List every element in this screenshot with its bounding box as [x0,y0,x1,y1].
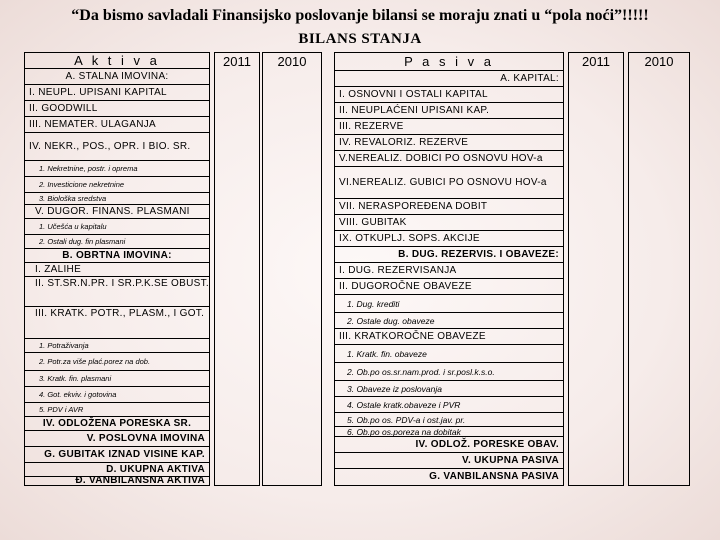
pasiva-row: IV. REVALORIZ. REZERVE [335,135,563,151]
aktiva-header: A k t i v a [25,53,209,69]
pasiva-row: IV. ODLOŽ. PORESKE OBAV. [335,437,563,453]
pasiva-row: III. REZERVE [335,119,563,135]
aktiva-2010-column [262,52,322,486]
pasiva-2011-column [568,52,624,486]
pasiva-row: 2. Ob.po os.sr.nam.prod. i sr.posl.k.s.o. [335,363,563,381]
pasiva-row: VIII. GUBITAK [335,215,563,231]
pasiva-row: 2. Ostale dug. obaveze [335,313,563,329]
aktiva-row: D. UKUPNA AKTIVA [25,463,209,477]
aktiva-row: 1. Učešća u kapitalu [25,219,209,235]
aktiva-row: G. GUBITAK IZNAD VISINE KAP. [25,447,209,463]
pasiva-row: VII. NERASPOREĐENA DOBIT [335,199,563,215]
pasiva-header: P a s i v a [335,53,563,71]
aktiva-row: IV. NEKR., POS., OPR. I BIO. SR. [25,133,209,161]
aktiva-row: 3. Biološka sredstva [25,193,209,205]
aktiva-row: 2. Ostali dug. fin plasmani [25,235,209,249]
aktiva-row: I. NEUPL. UPISANI KAPITAL [25,85,209,101]
aktiva-row: 3. Kratk. fin. plasmani [25,371,209,387]
aktiva-row: B. OBRTNA IMOVINA: [25,249,209,263]
aktiva-row: 1. Potraživanja [25,339,209,353]
aktiva-row: V. DUGOR. FINANS. PLASMANI [25,205,209,219]
pasiva-row: III. KRATKOROČNE OBAVEZE [335,329,563,345]
pasiva-row: A. KAPITAL: [335,71,563,87]
pasiva-row: I. OSNOVNI I OSTALI KAPITAL [335,87,563,103]
pasiva-row: 5. Ob.po os. PDV-a i ost.jav. pr. [335,413,563,427]
pasiva-2010-header: 2010 [644,54,674,69]
pasiva-row: 4. Ostale kratk.obaveze i PVR [335,397,563,413]
aktiva-row: III. KRATK. POTR., PLASM., I GOT. [25,307,209,339]
pasiva-row: B. DUG. REZERVIS. I OBAVEZE: [335,247,563,263]
pasiva-row: 1. Dug. krediti [335,295,563,313]
aktiva-row: 2. Potr.za više plać.porez na dob. [25,353,209,371]
pasiva-table [334,52,564,486]
aktiva-row: 5. PDV i AVR [25,403,209,417]
aktiva-row: 2. Investicione nekretnine [25,177,209,193]
aktiva-row: 4. Got. ekviv. i gotovina [25,387,209,403]
aktiva-row: I. ZALIHE [25,263,209,277]
aktiva-row: Đ. VANBILANSNA AKTIVA [75,475,205,486]
page-subtitle: BILANS STANJA [298,31,422,47]
pasiva-row: II. DUGOROČNE OBAVEZE [335,279,563,295]
pasiva-row: IX. OTKUPLJ. SOPS. AKCIJE [335,231,563,247]
pasiva-row: 3. Obaveze iz poslovanja [335,381,563,397]
aktiva-table [24,52,210,486]
aktiva-row: II. GOODWILL [25,101,209,117]
aktiva-row: IV. ODLOŽENA PORESKA SR. [25,417,209,431]
aktiva-row: A. STALNA IMOVINA: [25,69,209,85]
pasiva-2010-column [628,52,690,486]
pasiva-row: I. DUG. REZERVISANJA [335,263,563,279]
aktiva-2010-header: 2010 [277,54,307,69]
aktiva-2011-column [214,52,260,486]
pasiva-2011-header: 2011 [582,54,610,69]
page-title: “Da bismo savladali Finansijsko poslovanje bilansi se moraju znati u “pola noći”!!!!! [71,7,649,24]
aktiva-row: V. POSLOVNA IMOVINA [25,431,209,447]
pasiva-row: II. NEUPLAĆENI UPISANI KAP. [335,103,563,119]
pasiva-row: 6. Ob.po os.poreza na dobitak [335,427,563,437]
pasiva-row: VI.NEREALIZ. GUBICI PO OSNOVU HOV-a [335,167,563,199]
aktiva-row: II. ST.SR.N.PR. I SR.P.K.SE OBUST. [25,277,209,307]
aktiva-row: 1. Nekretnine, postr. i oprema [25,161,209,177]
pasiva-row: 1. Kratk. fin. obaveze [335,345,563,363]
aktiva-2011-header: 2011 [223,54,251,69]
pasiva-row: G. VANBILANSNA PASIVA [429,471,559,482]
aktiva-row: III. NEMATER. ULAGANJA [25,117,209,133]
pasiva-row: V. UKUPNA PASIVA [335,453,563,469]
pasiva-row: V.NEREALIZ. DOBICI PO OSNOVU HOV-a [335,151,563,167]
